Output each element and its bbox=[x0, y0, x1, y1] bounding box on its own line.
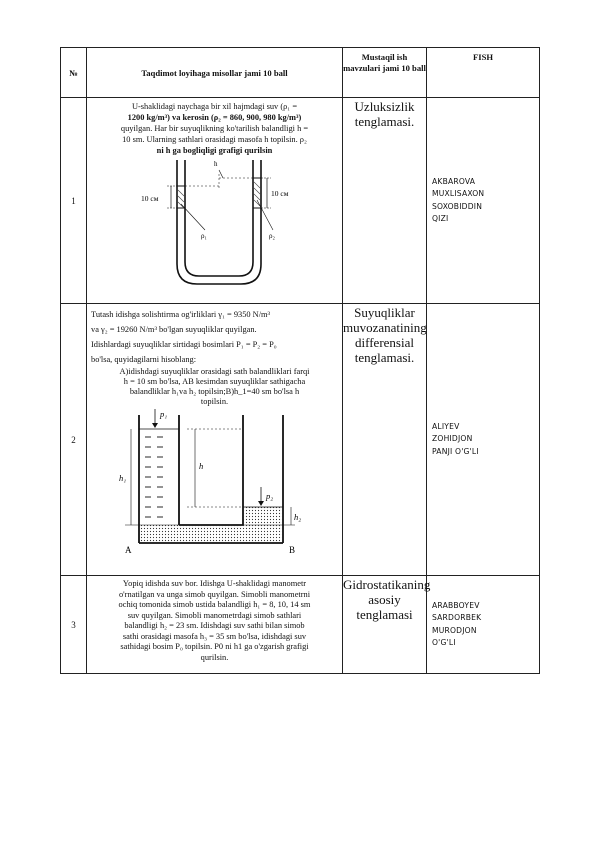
fish-cell bbox=[427, 304, 540, 576]
task-line: Yopiq idishda suv bor. Idishga U-shaklidagi manometr bbox=[122, 579, 307, 588]
fish-line: AKBAROVA bbox=[432, 176, 476, 186]
label-p2: p₂ bbox=[265, 491, 273, 501]
header-fish: FISH bbox=[427, 48, 540, 98]
task-line: suv quyilgan. Simobli manometrdagi simob sathlari bbox=[127, 610, 302, 620]
task-text-intro bbox=[91, 307, 338, 367]
label-rho1: ρ₁ bbox=[200, 232, 207, 240]
u-tube-figure bbox=[95, 156, 335, 296]
header-topic: Mustaqil ish mavzulari jami 10 ball bbox=[343, 48, 427, 98]
header-row bbox=[61, 48, 540, 98]
task-line: quyilgan. Har bir suyuqlikning ko'tarilish balandligi h = bbox=[120, 124, 309, 133]
fish-line: ARABBOYEV bbox=[432, 600, 480, 610]
fish-line: ZOHIDJON bbox=[432, 434, 473, 444]
fish-line: QIZI bbox=[432, 214, 449, 223]
task-line: sathi orasidagi masofa h₃ = 35 sm bo'lsa, idishdagi suv bbox=[122, 631, 307, 641]
task-line: A)idishdagi suyuqliklar orasidagi sath balandliklari farqi bbox=[119, 367, 310, 376]
label-h1: h₁ bbox=[118, 473, 126, 483]
label-A: A bbox=[124, 545, 131, 555]
fish-cell bbox=[427, 98, 540, 304]
task-text bbox=[91, 101, 338, 156]
fish-line: O'G'LI bbox=[432, 638, 456, 647]
label-left-height: 10 см bbox=[140, 194, 158, 203]
table-row bbox=[61, 98, 540, 304]
label-B: B bbox=[288, 545, 295, 555]
task-line: 1200 kg/m³) va kerosin (ρ₂ = 860, 900, 980 kg/m³) bbox=[127, 113, 302, 122]
task-cell bbox=[87, 576, 343, 674]
row-number: 3 bbox=[61, 576, 87, 674]
row-number: 2 bbox=[61, 304, 87, 576]
fish-line: ALIYEV bbox=[432, 421, 460, 431]
task-line: o'rnatilgan va unga simob quyilgan. Simobli manometrni bbox=[118, 589, 311, 599]
task-line: sathidagi bosim P₀ topilsin. P0 ni h1 ga o'zgarish grafigi bbox=[120, 642, 309, 651]
task-line: 10 sm. Ularning sathlari orasidagi masofa h topilsin. ρ₂ bbox=[122, 135, 307, 144]
header-number: № bbox=[61, 48, 87, 98]
task-line: topilsin. bbox=[200, 397, 229, 406]
label-h: h bbox=[198, 461, 203, 471]
fish-cell bbox=[427, 576, 540, 674]
label-right-height: 10 см bbox=[270, 189, 288, 198]
label-h2: h₂ bbox=[293, 512, 301, 522]
task-cell bbox=[87, 304, 343, 576]
assignments-table bbox=[60, 47, 540, 674]
table-row bbox=[61, 304, 540, 576]
table-row bbox=[61, 576, 540, 674]
header-task: Taqdimot loyihaga misollar jami 10 ball bbox=[87, 48, 343, 98]
topic-cell: Gidrostatikaning asosiy tenglamasi bbox=[343, 576, 427, 674]
topic-cell: Suyuqliklar muvozanatining differensial tenglamasi. bbox=[343, 304, 427, 576]
topic-cell: Uzluksizlik tenglamasi. bbox=[343, 98, 427, 304]
fish-line: MUXLISAXON bbox=[432, 189, 485, 198]
fish-line: SARDORBEK bbox=[432, 613, 482, 622]
task-line: va γ₂ = 19260 N/m³ bo'lgan suyuqliklar quyilgan. bbox=[91, 325, 257, 334]
task-line: ni h ga bogliqligi grafigi qurilsin bbox=[156, 146, 273, 155]
task-line: Idishlardagi suyuqliklar sirtidagi bosimlari P₁ = P₂ = P₀ bbox=[91, 340, 277, 349]
task-line: qurilsin. bbox=[200, 652, 229, 662]
task-line: h = 10 sm bo'lsa, AB kesimdan suyuqliklar sathigacha bbox=[123, 377, 306, 386]
fish-line: PANJI O'G'LI bbox=[432, 446, 479, 456]
task-line: bo'lsa, quyidagilarni hisoblang: bbox=[91, 355, 197, 364]
fish-line: MURODJON bbox=[432, 625, 477, 635]
task-line: balandligi h₂ = 23 sm. Idishdagi suv sathi bilan simob bbox=[124, 621, 305, 630]
label-rho2: ρ₂ bbox=[268, 232, 275, 240]
task-text-questions bbox=[91, 367, 338, 407]
task-line: ochiq tomonida simob ustida balandligi h₁ = 8, 10, 14 sm bbox=[118, 600, 311, 609]
label-h: h bbox=[213, 160, 217, 168]
row-number: 1 bbox=[61, 98, 87, 304]
task-cell bbox=[87, 98, 343, 304]
fish-line: SOXOBIDDIN bbox=[432, 201, 483, 211]
label-p1: p₁ bbox=[159, 409, 167, 419]
task-line: U-shaklidagi naychaga bir xil hajmdagi suv (ρ₁ = bbox=[131, 102, 298, 111]
communicating-vessels-figure bbox=[95, 407, 335, 557]
task-line: balandliklar h₁va h₂ topilsin;B)h_1=40 sm bo'lsa h bbox=[129, 387, 300, 396]
task-line: Tutash idishga solishtirma og'irliklari γ₁ = 9350 N/m³ bbox=[91, 310, 271, 319]
